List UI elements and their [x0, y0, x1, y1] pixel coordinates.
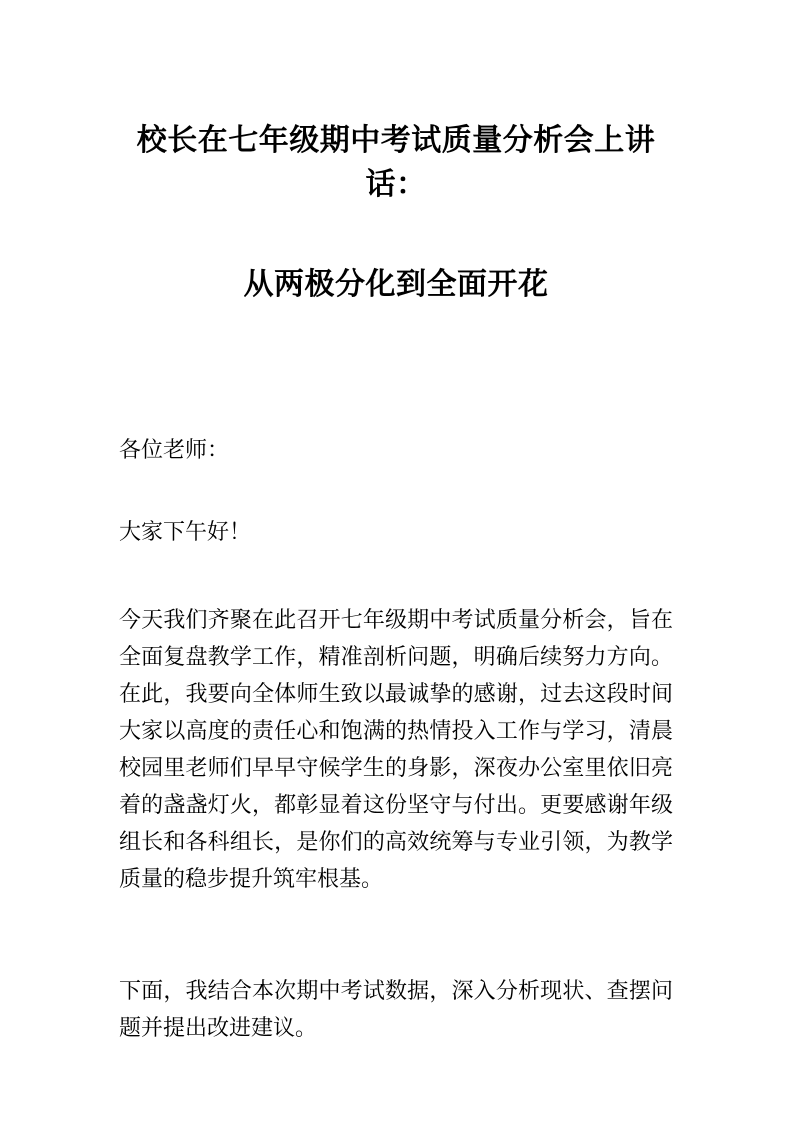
paragraph-body-main: 今天我们齐聚在此召开七年级期中考试质量分析会，旨在全面复盘教学工作，精准剖析问题，明确后续努力方向。在此，我要向全体师生致以最诚挚的感谢，过去这段时间大家以高度的责任心和饱满的热情投入工作与学习，清晨校园里老师们早早守候学生的身影，深夜办公室里依旧亮着的盏盏灯火，都彰显着这份坚守与付出。更要感谢年级组长和各科组长，是你们的高效统筹与专业引领，为教学质量的稳步提升筑牢根基。 — [119, 607, 673, 891]
paragraph-greeting: 大家下午好！ — [119, 519, 252, 544]
paragraph-closing: 下面，我结合本次期中考试数据，深入分析现状、查摆问题并提出改进建议。 — [119, 978, 673, 1040]
paragraph-salutation: 各位老师： — [119, 437, 230, 462]
document-title-line2: 从两极分化到全面开花 — [243, 268, 549, 301]
document-title-line1: 校长在七年级期中考试质量分析会上讲话： — [136, 124, 656, 201]
